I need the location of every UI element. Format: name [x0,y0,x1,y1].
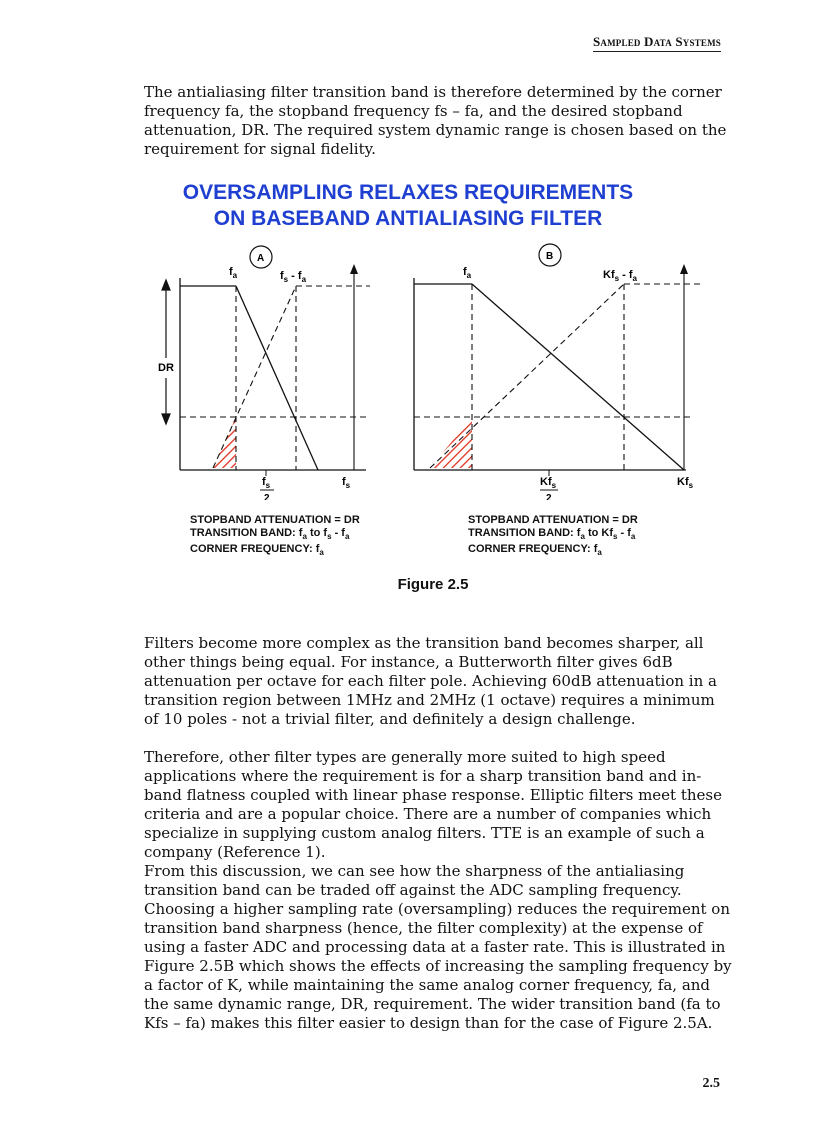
panel-b-spec-corner: CORNER FREQUENCY: $f_a$ [468,543,602,558]
panel-a-marker: A [257,253,265,264]
panel-a-spec-corner: CORNER FREQUENCY: $f_a$ [190,543,324,558]
paragraph-types: Therefore, other filter types are generally more suited to high speed applications where the requirement is for a sharp transition band and in-band flatness coupled with linear phase response. Elliptic filters meet these criteria and are a popular choice. There are a number of companies which specialize in supplying custom analog filters. TTE is an example of such a company (Reference 1). [144,748,722,861]
panel-b-half-den: 2 [546,493,552,500]
paragraph-filters: Filters become more complex as the transition band becomes sharper, all other things being equal. For instance, a Butterworth filter gives 6dB attenuation per octave for each filter pole. Achieving 60dB attenuation in a transition region between 1MHz and 2MHz (1 octave) requires a minimum of 10 poles - not a trivial filter, and definitely a design challenge. [144,634,717,728]
dr-arrow [162,280,170,424]
dr-label: DR [158,362,174,374]
figure-title-line2: ON BASEBAND ANTIALIASING FILTER [213,207,603,230]
panel-b-marker: B [546,251,554,262]
panel-b-spec-transition: TRANSITION BAND: $f_a$ to $Kf_s - f_a$ [468,527,636,542]
panel-b-stop-label: $Kf_s - f_a$ [603,269,637,283]
panel-a-fa-label: $f_a$ [229,266,238,280]
intro-paragraph: The antialiasing filter transition band is therefore determined by the corner frequency fa, the stopband frequency fs – fa, and the desired stopband attenuation, DR. The required system dynamic range is chosen based on the requirement for signal fidelity. [144,83,727,158]
filter-diagram [0,240,816,500]
figure-title-line1: OVERSAMPLING RELAXES REQUIREMENTS [182,181,634,204]
panel-b-end-tick: $Kf_s$ [677,476,694,490]
page-number: 2.5 [702,1076,720,1091]
panel-a-half-den: 2 [264,493,270,500]
paragraph-discussion: From this discussion, we can see how the sharpness of the antialiasing transition band can be traded off against the ADC sampling frequency. Choosing a higher sampling rate (oversampling) reduces the requirement on transition band sharpness (hence, the filter complexity) at the expense of using a faster ADC and processing data at a faster rate. This is illustrated in Figure 2.5B which shows the effects of increasing the sampling frequency by a factor of K, while maintaining the same analog corner frequency, fa, and the same dynamic range, DR, requirement. The wider transition band (fa to Kfs – fa) makes this filter easier to design than for the case of Figure 2.5A. [144,862,732,1032]
panel-a-spec-transition: TRANSITION BAND: $f_a$ to $f_s - f_a$ [190,527,350,542]
panel-a-stop-label: $f_s - f_a$ [280,270,307,284]
panel-a-specs [190,514,360,559]
panel-a-end-tick: $f_s$ [342,476,351,490]
figure-caption: Figure 2.5 [397,576,469,593]
panel-a-spec-atten: STOPBAND ATTENUATION = DR [190,514,360,526]
panel-b [414,244,700,500]
panel-b-fa-label: $f_a$ [463,266,472,280]
running-header: Sampled Data Systems [593,34,721,52]
panel-b-half-num: $Kf_s$ [540,476,557,490]
panel-b-specs [468,514,638,559]
panel-a [180,246,370,500]
panel-b-spec-atten: STOPBAND ATTENUATION = DR [468,514,638,526]
panel-a-half-num: $f_s$ [262,476,271,490]
